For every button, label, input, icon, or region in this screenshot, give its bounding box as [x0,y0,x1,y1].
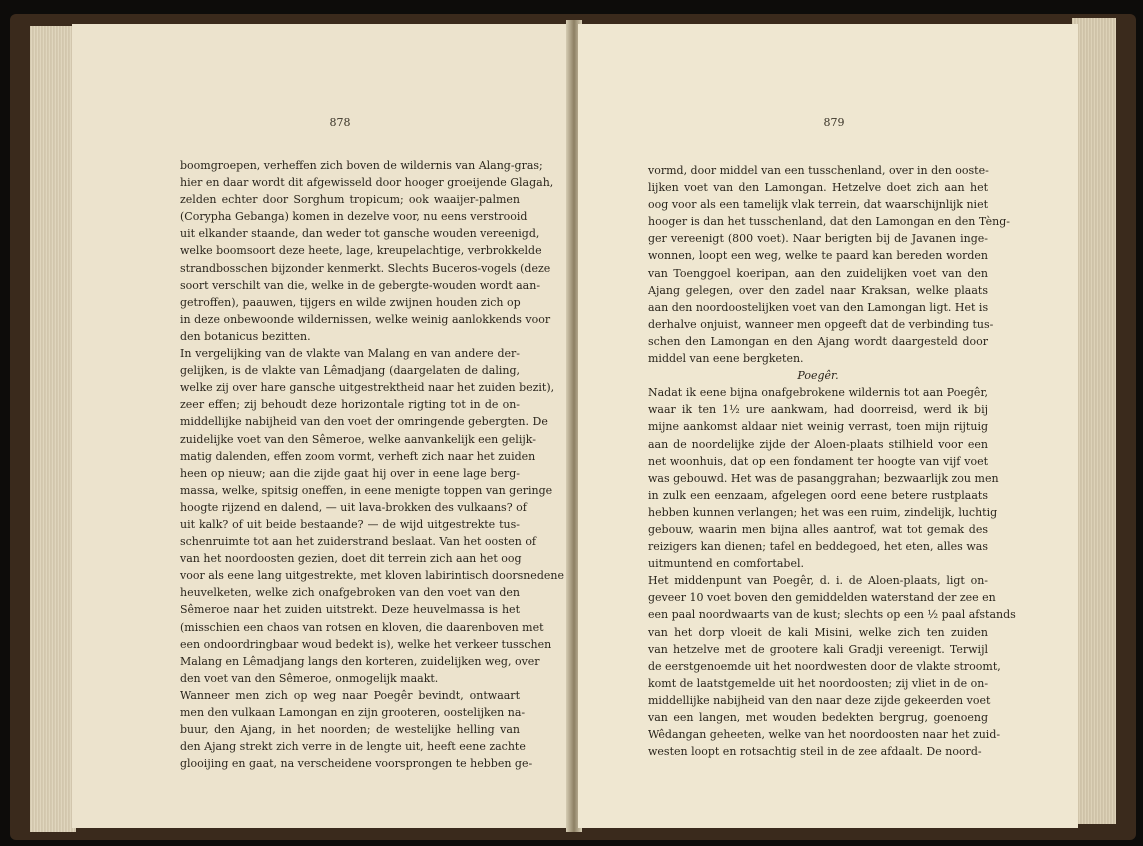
text-line: aan den noordoostelijken voet van den Lamongan ligt. Het is [648,300,989,314]
text-line: schen den Lamongan en den Ajang wordt daargesteld door [648,334,988,348]
text-line: zeer effen; zij behoudt deze horizontale rigting tot in de on- [180,398,520,412]
text-line: een paal noordwaarts van de kust; slechts op een ½ paal afstands [648,608,1016,622]
text-line: middellijke nabijheid van den voet der omringende gebergten. De [180,415,548,429]
text-line: Ajang gelegen, over den zadel naar Kraksan, welke plaats [648,283,988,297]
text-line: hooger is dan het tusschenland, dat den Lamongan en den Tèng- [648,215,1011,229]
text-line: reizigers kan dienen; tafel en beddegoed, het eten, alles was [648,540,988,554]
left-page [72,24,570,828]
text-line: middellijke nabijheid van den naar deze zijde gekeerden voet [648,693,991,707]
text-line: Nadat ik eene bijna onafgebrokene wildernis tot aan Poegêr, [648,386,988,400]
text-line: middel van eene bergketen. [648,352,804,366]
text-line: uitmuntend en comfortabel. [648,557,804,571]
text-line: (misschien een chaos van rotsen en kloven, die daarenboven met [180,620,544,634]
text-line: (Corypha Gebanga) komen in dezelve voor, nu eens verstrooid [180,210,528,224]
text-line: massa, welke, spitsig oneffen, in eene menigte toppen van geringe [180,483,553,497]
text-line: heuvelketen, welke zich onafgebroken van den voet van den [180,586,520,600]
text-line: Het middenpunt van Poegêr, d. i. de Aloen-plaats, ligt on- [648,574,988,588]
text-line: Wêdangan geheeten, welke van het noordoosten naar het zuid- [648,728,1001,742]
text-line: getroffen), paauwen, tijgers en wilde zwijnen houden zich op [180,295,521,309]
section-heading: Poegêr. [797,369,839,383]
text-line: Sêmeroe naar het zuiden uitstrekt. Deze heuvelmassa is het [180,603,520,617]
page-edges-left [30,26,76,832]
text-line: in zulk een eenzaam, afgelegen oord eene betere rustplaats [648,488,988,502]
text-line: lijken voet van den Lamongan. Hetzelve doet zich aan het [648,181,988,195]
text-line: van het noordoosten gezien, doet dit terrein zich aan het oog [180,552,522,566]
text-line: den voet van den Sêmeroe, onmogelijk maakt. [180,671,439,685]
text-line: wonnen, loopt een weg, welke te paard kan bereden worden [648,249,988,263]
text-line: welke zij over hare gansche uitgestrektheid naar het zuiden bezit), [180,381,555,395]
text-line: een ondoordringbaar woud bedekt is), welke het verkeer tusschen [180,637,552,651]
text-line: zelden echter door Sorghum tropicum; ook waaijer-palmen [180,193,520,207]
text-line: was gebouwd. Het was de pasanggrahan; bezwaarlijk zou men [648,471,999,485]
text-line: welke boomsoort deze heete, lage, kreupelachtige, verbrokkelde [180,244,542,258]
text-line: den Ajang strekt zich verre in de lengte uit, heeft eene zachte [180,740,526,754]
text-line: gebouw, waarin men bijna alles aantrof, wat tot gemak des [648,522,988,536]
text-line: derhalve onjuist, wanneer men opgeeft dat de verbinding tus- [648,317,994,331]
page-edges-right [1072,18,1116,824]
text-line: den botanicus bezitten. [180,329,311,343]
page-number: 879 [823,116,845,129]
text-line: matig dalenden, effen zoom vormt, verheft zich naar het zuiden [180,449,536,463]
text-line: aan de noordelijke zijde der Aloen-plaats stilhield voor een [648,437,988,451]
text-line: voor als eene lang uitgestrekte, met kloven labirintisch doorsnedene [180,569,564,583]
text-line: strandbosschen bijzonder kenmerkt. Slechts Buceros-vogels (deze [180,261,551,275]
text-line: ger vereenigt (800 voet). Naar berigten bij de Javanen inge- [648,232,988,246]
text-line: vormd, door middel van een tusschenland, over in den ooste- [648,164,989,177]
text-line: soort verschilt van die, welke in de gebergte-wouden wordt aan- [180,278,541,292]
text-line: In vergelijking van de vlakte van Malang en van andere der- [180,347,520,361]
text-line: boomgroepen, verheffen zich boven de wildernis van Alang-gras; [180,159,543,172]
text-line: schenruimte tot aan het zuiderstrand beslaat. Van het oosten of [180,535,537,549]
text-line: Malang en Lêmadjang langs den korteren, zuidelijken weg, over [180,654,540,668]
text-line: hier en daar wordt dit afgewisseld door hooger groeijende Glagah, [180,176,554,190]
text-line: de eerstgenoemde uit het noordwesten door de vlakte stroomt, [648,659,1001,673]
text-line: oog voor als een tamelijk vlak terrein, dat waarschijnlijk niet [648,198,988,212]
text-line: in deze onbewoonde wildernissen, welke weinig aanlokkends voor [180,312,551,326]
text-line: net woonhuis, dat op een fondament ter hoogte van vijf voet [648,454,988,468]
text-line: westen loopt en rotsachtig steil in de zee afdaalt. De noord- [648,745,982,759]
text-line: uit kalk? of uit beide bestaande? — de wijd uitgestrekte tus- [180,517,520,531]
text-line: uit elkander staande, dan weder tot gansche wouden vereenigd, [180,227,540,241]
text-line: van het dorp vloeit de kali Misini, welke zich ten zuiden [648,625,988,639]
text-line: van Toenggoel koeripan, aan den zuidelijken voet van den [648,266,988,280]
text-line: van een langen, met wouden bedekten bergrug, goenoeng [648,711,988,724]
text-line: zuidelijke voet van den Sêmeroe, welke aanvankelijk een gelijk- [180,432,536,446]
page-text [648,162,1016,760]
text-line: glooijing en gaat, na verscheidene voorsprongen te hebben ge- [180,757,533,771]
text-line: mijne aankomst aldaar niet weinig verrast, toen mijn rijtuig [648,420,988,434]
page-number: 878 [329,116,351,129]
page-text [180,157,564,772]
text-line: heen op nieuw; aan die zijde gaat hij over in eene lage berg- [180,466,520,480]
text-line: men den vulkaan Lamongan en zijn grooteren, oostelijken na- [180,706,526,719]
text-line: waar ik ten 1½ ure aankwam, had doorreisd, werd ik bij [648,403,988,417]
right-page [578,24,1078,828]
text-line: gelijken, is de vlakte van Lêmadjang (daargelaten de daling, [180,364,520,378]
text-line: Wanneer men zich op weg naar Poegêr bevindt, ontwaart [180,688,520,702]
text-line: hoogte rijzend en dalend, — uit lava-brokken des vulkaans? of [180,500,527,514]
text-line: hebben kunnen verlangen; het was een ruim, zindelijk, luchtig [648,505,998,519]
text-line: van hetzelve met de grootere kali Gradji vereenigt. Terwijl [648,642,988,656]
text-line: buur, den Ajang, in het noorden; de westelijke helling van [180,723,520,737]
text-line: komt de laatstgemelde uit het noordoosten; zij vliet in de on- [648,676,989,690]
text-line: geveer 10 voet boven den gemiddelden waterstand der zee en [648,591,996,605]
